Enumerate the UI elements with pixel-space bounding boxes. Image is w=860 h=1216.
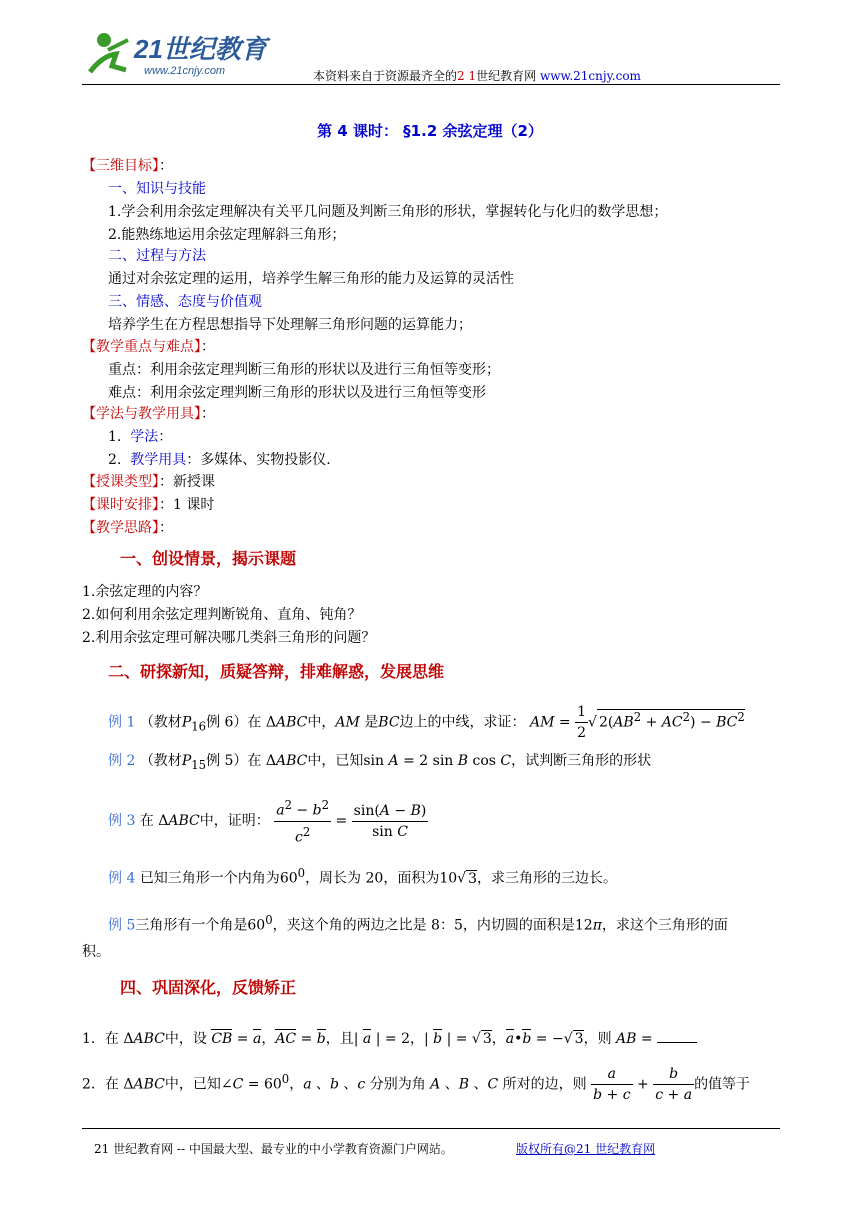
methods-label: 【学法与教学用具】: [82, 406, 201, 422]
footer-divider: [82, 1128, 780, 1129]
practice-2-text-b: 中，已知: [164, 1076, 221, 1093]
approach-colon: ：: [159, 520, 173, 536]
objective-section-2: 二、过程与方法: [108, 248, 206, 264]
header-note-red: 2 1: [457, 69, 477, 83]
question-2: 2.如何利用余弦定理判断锐角、直角、钝角？: [82, 607, 362, 623]
copyright-link[interactable]: 版权所有@21 世纪教育网: [516, 1142, 656, 1156]
section-4-heading: 四、巩固深化，反馈矫正: [120, 978, 297, 997]
approach-label: 【教学思路】: [82, 520, 159, 536]
methods-colon: ：: [201, 406, 215, 422]
page-title: 第 4 课时： §1.2 余弦定理（2）: [317, 122, 543, 140]
key-point-1: 重点：利用余弦定理判断三角形的形状以及进行三角恒等变形；: [108, 362, 500, 378]
example-2: 例 2 （教材$P_{15}$例 5）在 ΔABC中，已知sin A = 2 sin B cos C，试判断三角形的形状: [108, 753, 652, 772]
objective-section-1: 一、知识与技能: [108, 181, 206, 197]
key-points-label: 【教学重点与难点】: [82, 339, 201, 355]
practice-1-text-b: 中，设: [164, 1031, 207, 1047]
example-5-text-a: 三角形有一个角是: [135, 917, 248, 934]
method-1-num: 1.: [108, 429, 122, 445]
example-2-label: 例 2: [108, 753, 136, 769]
svg-text:21世纪教育: 21世纪教育: [134, 34, 267, 64]
objectives-heading: [82, 155, 173, 175]
svg-text:www.21cnjy.com: www.21cnjy.com: [144, 65, 226, 77]
example-4: 例 4 已知三角形一个内角为$60^0$，周长为 20，面积为10√ 3，求三角形的三边长。: [108, 866, 617, 887]
objective-3-1: 培养学生在方程思想指导下处理解三角形问题的运算能力；: [108, 317, 472, 333]
header-url-link[interactable]: www.21cnjy.com: [539, 69, 641, 83]
example-4-label: 例 4: [108, 870, 136, 887]
schedule-label: 【课时安排】: [82, 497, 159, 513]
example-1-text-d: 是: [364, 714, 379, 731]
lesson-type-label: 【授课类型】: [82, 474, 159, 490]
objectives-label: 【三维目标】: [82, 158, 159, 174]
example-2-text-d: ，试判断三角形的形状: [511, 753, 652, 769]
method-1: [108, 426, 172, 446]
example-2-text-b: 例 5）在: [206, 753, 262, 769]
header-divider: [82, 84, 780, 85]
method-1-colon: ：: [158, 429, 173, 445]
example-3-label: 例 3: [108, 813, 136, 830]
section-2-heading: 二、研探新知，质疑答辩，排难解惑，发展思维: [108, 662, 445, 681]
example-1-label: 例 1: [108, 714, 136, 731]
objectives-colon: ：: [159, 158, 173, 174]
practice-2-text-c: 分别为角: [369, 1076, 426, 1093]
section-1-heading: 一、创设情景，揭示课题: [120, 549, 297, 568]
example-5-text-b: ，夹这个角的两边之比是 8：5，内切圆的面积是: [272, 917, 575, 934]
example-5: 例 5三角形有一个角是$60^0$，夹这个角的两边之比是 8：5，内切圆的面积是12π，求这个三角形的面: [108, 913, 728, 934]
example-5-label: 例 5: [108, 917, 136, 934]
methods-heading: [82, 403, 215, 423]
approach: [82, 517, 173, 537]
objective-2-1: 通过对余弦定理的运用，培养学生解三角形的能力及运算的灵活性: [108, 271, 514, 287]
example-1: 例 1 （教材$P_{16}$例 6）在 ΔABC中，AM 是BC边上的中线，求证： AM = $\frac{1}{2}$ √ $2(AB^2 + AC^2) - BC^2$: [108, 704, 745, 741]
example-1-text-a: （教材: [139, 714, 182, 731]
lesson-type-value: ：新授课: [159, 474, 215, 490]
practice-1-text-a: 1．在: [82, 1031, 119, 1047]
key-points-colon: ：: [201, 339, 215, 355]
example-3-text-b: 中，证明：: [199, 813, 270, 830]
header-note: [313, 67, 641, 84]
practice-2: 2．在 ΔABC中，已知∠C = $60^0$，a 、b 、c 分别为角 A 、B 、C 所对的边，则 $\frac{a}{b + c}$ + $\frac{b}{c + a}$ 的值等于: [82, 1066, 751, 1103]
practice-2-text-e: 的值等于: [694, 1076, 751, 1093]
method-2-num: 2.: [108, 452, 122, 468]
header-note-prefix: 本资料来自于资源最齐全的: [313, 69, 458, 83]
key-point-2: 难点：利用余弦定理判断三角形的形状以及进行三角恒等变形: [108, 385, 486, 401]
method-2-rest: ：多媒体、实物投影仪.: [186, 452, 331, 468]
example-4-text-c: ，求三角形的三边长。: [477, 870, 617, 887]
example-4-text-a: 已知三角形一个内角为: [139, 870, 280, 887]
question-1: 1.余弦定理的内容？: [82, 584, 208, 600]
example-1-text-b: 例 6）在: [206, 714, 262, 731]
objective-section-3: 三、情感、态度与价值观: [108, 294, 262, 310]
practice-2-text-a: 2．在: [82, 1076, 119, 1093]
schedule-value: ：1 课时: [159, 497, 215, 513]
example-3: 例 3 在 ΔABC中，证明： $\frac{a^2 - b^2}{c^2}$ = $\frac{\sin(A - B)}{\text{sin C}}$: [108, 795, 428, 847]
example-2-text-c: 中，已知: [307, 753, 364, 769]
method-2: [108, 449, 331, 469]
example-2-text-a: （教材: [139, 753, 182, 769]
practice-1: 1．在 ΔABC中，设 CB = a，AC = b，且| a | = 2，| b | = √ 3，a•b = −√ 3，则 AB =: [82, 1028, 697, 1048]
footer-text: 21 世纪教育网 -- 中国最大型、最专业的中小学教育资源门户网站。: [94, 1142, 453, 1156]
example-1-text-c: 中，: [307, 714, 336, 731]
answer-blank[interactable]: [657, 1042, 697, 1043]
example-5-text-c: ，求这个三角形的面: [601, 917, 728, 934]
practice-1-text-c: ，且: [325, 1031, 354, 1047]
objective-1-2: 2.能熟练地运用余弦定理解斜三角形；: [108, 227, 346, 243]
example-1-text-e: 边上的中线，求证：: [399, 714, 526, 731]
example-4-text-b: ，周长为 20，面积为: [305, 870, 440, 887]
method-2-text: 教学用具: [130, 452, 187, 468]
lesson-type: [82, 471, 215, 491]
objective-1-1: 1.学会利用余弦定理解决有关平几问题及判断三角形的形状，掌握转化与化归的数学思想；: [108, 204, 668, 220]
practice-1-text-d: ，则: [583, 1031, 612, 1047]
schedule: [82, 494, 214, 514]
example-3-text-a: 在: [139, 813, 154, 830]
example-5-cont: 积。: [82, 944, 110, 960]
method-1-text: 学法: [130, 429, 159, 445]
key-points-heading: [82, 336, 215, 356]
question-3: 2.利用余弦定理可解决哪几类斜三角形的问题？: [82, 630, 376, 646]
header-note-mid: 世纪教育网: [476, 69, 537, 83]
site-logo: [82, 26, 282, 84]
practice-2-text-d: 所对的边，则: [502, 1076, 587, 1093]
